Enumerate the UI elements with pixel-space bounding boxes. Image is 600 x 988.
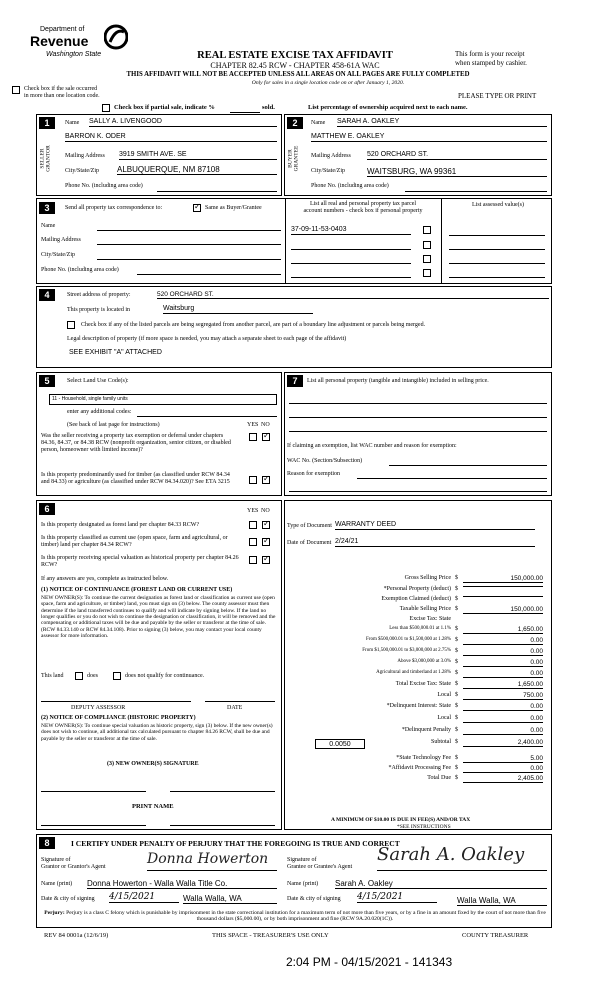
calc-row xyxy=(285,681,551,692)
multi-location-label: Check box if the sale occurred in more than one location code. xyxy=(24,86,100,99)
grantee-name-label: Name (print) xyxy=(287,881,319,887)
logo-swirl-icon xyxy=(104,24,128,50)
s6-question-1: Is this property designated as forest land per chapter 84.33 RCW? xyxy=(41,522,200,528)
calc-row-dollar: $ xyxy=(455,575,458,581)
s6-q2-no-checkbox[interactable] xyxy=(262,538,270,546)
calc-row-label: *Affidavit Processing Fee xyxy=(388,765,451,771)
print-name-label: PRINT NAME xyxy=(132,803,174,810)
logo-dept-text: Department of xyxy=(40,26,85,33)
calc-row-label: Total Excise Tax: State xyxy=(395,681,451,687)
grantee-sig-label: Signature of Grantee or Grantee's Agent xyxy=(287,857,353,870)
print-name-line-2[interactable] xyxy=(170,825,275,826)
assessed-line-4[interactable] xyxy=(449,277,545,278)
reason-label: Reason for exemption xyxy=(287,471,340,477)
deputy-date-line[interactable] xyxy=(205,701,275,702)
grantor-city-value[interactable]: Walla Walla, WA xyxy=(183,894,277,904)
treasurer-space: THIS SPACE - TREASURER'S USE ONLY xyxy=(212,932,329,939)
s3-name-line[interactable] xyxy=(97,230,281,231)
parcel-2-checkbox[interactable] xyxy=(423,241,431,249)
calc-row xyxy=(285,775,551,785)
see-instructions: *SEE INSTRUCTIONS xyxy=(397,824,451,830)
calc-row-label: Local xyxy=(437,692,451,698)
same-as-buyer-checkbox[interactable] xyxy=(193,204,201,212)
section-8-number: 8 xyxy=(39,837,55,849)
calc-row-dollar: $ xyxy=(455,659,458,665)
parcel-line-2[interactable] xyxy=(291,249,411,250)
s5-q1-yes-checkbox[interactable] xyxy=(249,433,257,441)
calc-row-dollar: $ xyxy=(455,626,458,632)
calc-row xyxy=(285,626,551,637)
section-4-box xyxy=(36,286,552,368)
calc-row xyxy=(285,755,551,765)
s5-q2-yes-checkbox[interactable] xyxy=(249,476,257,484)
parcel-divider xyxy=(285,198,286,284)
section-5-number: 5 xyxy=(39,375,55,387)
segregated-label: Check box if any of the listed parcels are being segregated from another parcel, are part of a boundary line adjustment or parcels being merged. xyxy=(81,322,426,328)
form-chapter: CHAPTER 82.45 RCW - CHAPTER 458-61A WAC xyxy=(210,61,380,70)
s6-q2-yes-checkbox[interactable] xyxy=(249,538,257,546)
parcel-3-checkbox[interactable] xyxy=(423,255,431,263)
calc-row-dollar: $ xyxy=(455,586,458,592)
s3-city-label: City/State/Zip xyxy=(41,252,75,258)
notice-2-text: NEW OWNER(S): To continue special valuation as historic property, sign (3) below. If the new owner(s) does not wish to continue, all additional tax calculated pursuant to chapter 84.26 RCW, shall be due and payable by the seller or transferor at the time of sale. xyxy=(41,723,273,742)
s6-q3-yes-checkbox[interactable] xyxy=(249,556,257,564)
parcel-4-checkbox[interactable] xyxy=(423,269,431,277)
s3-phone-label: Phone No. (including area code) xyxy=(41,267,119,273)
buyer-city[interactable]: WAITSBURG, WA 99361 xyxy=(367,167,547,177)
s3-mail-label: Mailing Address xyxy=(41,237,81,243)
calc-row-value[interactable]: 0.00 xyxy=(463,703,543,711)
calc-row-label: Taxable Selling Price xyxy=(399,606,451,612)
notice-2-title: (2) NOTICE OF COMPLIANCE (HISTORIC PROPERTY) xyxy=(41,715,196,721)
calc-row-dollar: $ xyxy=(455,765,458,771)
s1-city-label: City/State/Zip xyxy=(65,168,99,174)
form-revision: REV 84 0001a (12/6/19) xyxy=(44,932,109,939)
s6-q1-yes-checkbox[interactable] xyxy=(249,521,257,529)
local-rate-box[interactable]: 0.0050 xyxy=(315,739,365,749)
section-8-box xyxy=(36,834,552,928)
calc-row-value[interactable]: 0.00 xyxy=(463,659,543,667)
logo-state-text: Washington State xyxy=(46,51,102,58)
calc-row-dollar: $ xyxy=(455,681,458,687)
grantee-city-value[interactable]: Walla Walla, WA xyxy=(457,896,547,906)
assessed-divider xyxy=(441,198,442,284)
calc-row-label: *State Technology Fee xyxy=(396,755,451,761)
new-owner-sig-line-2[interactable] xyxy=(170,791,275,792)
s2-phone-label: Phone No. (including area code) xyxy=(311,183,389,189)
grantee-date-value[interactable]: 4/15/2021 xyxy=(357,892,437,903)
calc-row-label: Local xyxy=(437,715,451,721)
street-address-value[interactable]: 520 ORCHARD ST. xyxy=(157,291,549,299)
calc-row-value[interactable] xyxy=(463,596,543,597)
pp-line-1[interactable] xyxy=(289,403,547,404)
calc-row-label: Excise Tax: State xyxy=(409,616,451,622)
recording-stamp: 2:04 PM - 04/15/2021 - 141343 xyxy=(286,955,453,969)
assessed-line-2[interactable] xyxy=(449,249,545,250)
seller-name-2[interactable]: BARRON K. ODER xyxy=(65,133,277,142)
calc-row-dollar: $ xyxy=(455,606,458,612)
perjury-text xyxy=(43,910,547,923)
county-treasurer: COUNTY TREASURER xyxy=(462,932,529,939)
section-2-box xyxy=(284,114,552,196)
calc-row-label: Above $3,000,000 at 3.0% xyxy=(397,659,451,664)
section-5-box xyxy=(36,372,282,496)
reason-line-2[interactable] xyxy=(289,491,547,492)
wac-line[interactable] xyxy=(389,465,547,466)
doc-type-value[interactable]: WARRANTY DEED xyxy=(335,521,535,530)
pp-line-2[interactable] xyxy=(289,417,547,418)
calc-row-value[interactable]: 750.00 xyxy=(463,692,543,700)
grantee-signature[interactable]: Sarah A. Oakley xyxy=(377,845,547,871)
same-as-buyer-label: Same as Buyer/Grantee xyxy=(205,205,262,211)
notice-3-title: (3) NEW OWNER(S) SIGNATURE xyxy=(107,761,199,767)
new-owner-sig-line-1[interactable] xyxy=(41,791,146,792)
s6-yes-header: YES xyxy=(247,508,259,514)
s6-question-2: Is this property classified as current use (open space, farm and agricultural, or timber) land per chapter 84.34 RCW? xyxy=(41,535,228,548)
located-in-label: This property is located in xyxy=(67,307,130,313)
section-7-box xyxy=(284,372,552,496)
calc-row-dollar: $ xyxy=(455,715,458,721)
wac-label: WAC No. (Section/Subsection) xyxy=(287,458,363,464)
buyer-address[interactable]: 520 ORCHARD ST. xyxy=(367,151,547,160)
legal-description-label: Legal description of property (if more space is needed, you may attach a separate sheet to each page of the affidavit) xyxy=(67,336,347,342)
calc-row xyxy=(285,703,551,715)
partial-sale-line[interactable] xyxy=(230,112,260,113)
calc-row xyxy=(285,606,551,616)
s3-mail-line[interactable] xyxy=(97,244,281,245)
calc-row-label: Exemption Claimed (deduct) xyxy=(381,596,451,602)
doc-date-value[interactable]: 2/24/21 xyxy=(335,538,535,547)
assessed-line-3[interactable] xyxy=(449,263,545,264)
print-name-line-1[interactable] xyxy=(41,825,146,826)
calc-row xyxy=(285,596,551,606)
notice-1-title: (1) NOTICE OF CONTINUANCE (FOREST LAND OR CURRENT USE) xyxy=(41,587,233,593)
deputy-date-label: DATE xyxy=(227,705,243,711)
calc-row-dollar: $ xyxy=(455,692,458,698)
calc-row xyxy=(285,670,551,681)
s6-q1-no-checkbox[interactable] xyxy=(262,521,270,529)
s2-address-label: Mailing Address xyxy=(311,153,351,159)
calc-row-value[interactable]: 0.00 xyxy=(463,727,543,735)
s5-question-2: Is this property predominantly used for timber (as classified under RCW 84.34 and 84.33) or agriculture (as classified under RCW 84.34.020)? See ETA 3215 xyxy=(41,472,230,485)
s6-question-3: Is this property receiving special valuation as historical property per chapter 84.26 RCW? xyxy=(41,555,239,568)
legal-description-value[interactable]: SEE EXHIBIT "A" ATTACHED xyxy=(69,349,162,356)
calc-row-value[interactable]: 0.00 xyxy=(463,648,543,656)
calc-row-label: *Delinquent Penalty xyxy=(401,727,451,733)
certify-statement: I CERTIFY UNDER PENALTY OF PERJURY THAT THE FOREGOING IS TRUE AND CORRECT xyxy=(71,839,400,848)
calc-row-value[interactable]: 1,650.00 xyxy=(463,626,543,634)
calculation-box xyxy=(284,500,552,830)
minimum-note: A MINIMUM OF $10.00 IS DUE IN FEE(S) AND/OR TAX xyxy=(331,817,471,823)
section-6-number: 6 xyxy=(39,503,55,515)
doc-date-label: Date of Document xyxy=(287,540,332,546)
s2-name-label: Name xyxy=(311,120,326,126)
personal-property-label: List all personal property (tangible and intangible) included in selling price. xyxy=(307,378,489,384)
perjury-label: Perjury: xyxy=(44,910,65,916)
section-3-box xyxy=(36,198,552,284)
multi-location-checkbox[interactable] xyxy=(12,86,20,94)
calc-row-label: From $500,000.01 to $1,500,000 at 1.28% xyxy=(366,637,451,642)
calc-row-value[interactable]: 0.00 xyxy=(463,637,543,645)
pp-line-3[interactable] xyxy=(289,431,547,432)
grantor-date-label: Date & city of signing xyxy=(41,896,95,902)
s6-no-header: NO xyxy=(261,508,270,514)
calc-row-dollar: $ xyxy=(455,703,458,709)
calc-row xyxy=(285,575,551,586)
calc-row xyxy=(285,616,551,626)
additional-codes-line[interactable] xyxy=(137,416,277,417)
s5-q1-no-checkbox[interactable] xyxy=(262,433,270,441)
grantor-sig-label: Signature of Grantor or Grantor's Agent xyxy=(41,857,106,870)
logo-revenue-text: Revenue xyxy=(30,33,89,49)
s1-name-label: Name xyxy=(65,120,80,126)
type-print-note: PLEASE TYPE OR PRINT xyxy=(458,92,537,100)
calc-row-value[interactable]: 1,650.00 xyxy=(463,681,543,689)
calc-row-label: From $1,500,000.01 to $3,000,000 at 2.75% xyxy=(362,648,451,653)
grantee-name-value[interactable]: Sarah A. Oakley xyxy=(335,879,547,889)
deputy-line[interactable] xyxy=(41,701,191,702)
s3-phone-line[interactable] xyxy=(137,274,281,275)
parcel-header: List all real and personal property tax parcel account numbers - check box if personal property xyxy=(303,201,423,214)
calc-row xyxy=(285,727,551,739)
s1-phone-label: Phone No. (including area code) xyxy=(65,183,143,189)
sold-label: sold. xyxy=(262,104,275,111)
s3-name-label: Name xyxy=(41,223,56,229)
calc-row-dollar: $ xyxy=(455,596,458,602)
see-back-label: (See back of last page for instructions) xyxy=(67,422,160,428)
calc-row-value[interactable] xyxy=(463,586,543,587)
parcel-line-4[interactable] xyxy=(291,277,411,278)
calc-row-label: *Delinquent Interest: State xyxy=(386,703,451,709)
does-not-checkbox[interactable] xyxy=(113,672,121,680)
s5-question-1: Was the seller receiving a property tax exemption or deferral under chapters 84.36, 84.37, or 84.38 RCW (nonprofit organization, senior citizen, or disabled person, homeowner with limited income)? xyxy=(41,433,231,453)
grantee-date-label: Date & city of signing xyxy=(287,896,341,902)
send-correspondence-label: Send all property tax correspondence to: xyxy=(65,205,163,211)
calc-row-label: Less than $500,000.01 at 1.1% xyxy=(389,626,451,631)
section-3-number: 3 xyxy=(39,202,55,214)
calc-row-value[interactable]: 150,000.00 xyxy=(463,606,543,614)
seller-city[interactable]: ALBUQUERQUE, NM 87108 xyxy=(117,165,277,175)
land-use-select[interactable]: 11 - Household, single family units xyxy=(49,394,277,405)
parcel-1-checkbox[interactable] xyxy=(423,226,431,234)
buyer-name-1[interactable]: SARAH A. OAKLEY xyxy=(337,118,547,127)
section-1-number: 1 xyxy=(39,117,55,129)
s6-q3-no-checkbox[interactable] xyxy=(262,556,270,564)
calc-row-value[interactable]: 0.00 xyxy=(463,670,543,678)
does-checkbox[interactable] xyxy=(75,672,83,680)
located-in-value[interactable]: Waitsburg xyxy=(163,305,313,314)
grantor-name-label: Name (print) xyxy=(41,881,73,887)
does-not-label: does not qualify for continuance. xyxy=(125,673,205,679)
seller-name-1[interactable]: SALLY A. LIVENGOOD xyxy=(89,118,277,127)
buyer-grantee-label: BUYER GRANTEE xyxy=(287,145,299,172)
s1-address-label: Mailing Address xyxy=(65,153,105,159)
section-7-number: 7 xyxy=(287,375,303,387)
sales-note: Only for sales in a single location code on or after January 1, 2020. xyxy=(251,80,405,86)
calc-row-dollar: $ xyxy=(455,648,458,654)
calc-row xyxy=(285,659,551,670)
calc-row-value[interactable]: 150,000.00 xyxy=(463,575,543,583)
grantor-signature[interactable]: Donna Howerton xyxy=(147,851,277,871)
if-yes-label: If any answers are yes, complete as instructed below. xyxy=(41,576,169,582)
s5-q2-no-checkbox[interactable] xyxy=(262,476,270,484)
doc-type-label: Type of Document xyxy=(287,523,332,529)
calc-row-dollar: $ xyxy=(455,775,458,781)
this-land-label: This land xyxy=(41,673,64,679)
calc-row xyxy=(285,692,551,703)
seller-grantor-label: SELLER GRANTOR xyxy=(39,145,51,172)
calc-row-value[interactable]: 0.00 xyxy=(463,715,543,723)
revenue-logo xyxy=(22,18,134,68)
street-address-label: Street address of property: xyxy=(67,292,131,298)
buyer-phone-line[interactable] xyxy=(405,191,547,192)
section-4-number: 4 xyxy=(39,289,55,301)
warning-text: THIS AFFIDAVIT WILL NOT BE ACCEPTED UNLESS ALL AREAS ON ALL PAGES ARE FULLY COMPLETED xyxy=(126,71,470,78)
seller-phone-line[interactable] xyxy=(157,191,277,192)
calc-row-label: *Personal Property (deduct) xyxy=(383,586,451,592)
section-1-box xyxy=(36,114,282,196)
calc-row xyxy=(285,648,551,659)
partial-sale-checkbox[interactable] xyxy=(102,104,110,112)
calc-row-dollar: $ xyxy=(455,739,458,745)
calc-row-dollar: $ xyxy=(455,670,458,676)
s2-city-label: City/State/Zip xyxy=(311,168,345,174)
parcel-number-1[interactable]: 37-09-11-53-0403 xyxy=(291,226,411,235)
grantor-name-value[interactable]: Donna Howerton - Walla Walla Title Co. xyxy=(87,879,277,889)
assessed-line-1[interactable] xyxy=(449,235,545,236)
seller-address[interactable]: 3919 SMITH AVE. SE xyxy=(119,151,277,160)
calc-row-value[interactable]: 2,400.00 xyxy=(463,739,543,747)
calc-row-value[interactable]: 2,405.00 xyxy=(463,775,543,783)
section-2-number: 2 xyxy=(287,117,303,129)
calc-row-value[interactable]: 5.00 xyxy=(463,755,543,763)
calc-row xyxy=(285,637,551,648)
calc-row-label: Subtotal xyxy=(430,739,451,745)
s3-city-line[interactable] xyxy=(97,259,281,260)
buyer-name-2[interactable]: MATTHEW E. OAKLEY xyxy=(311,133,547,142)
receipt-note: This form is your receipt when stamped by cashier. xyxy=(455,50,527,67)
segregated-checkbox[interactable] xyxy=(67,321,75,329)
parcel-line-3[interactable] xyxy=(291,263,411,264)
grantor-date-value[interactable]: 4/15/2021 xyxy=(109,892,179,903)
section-6-box xyxy=(36,500,282,830)
assessed-header: List assessed value(s) xyxy=(472,202,524,208)
calc-row-label: Total Due xyxy=(427,775,451,781)
reason-line[interactable] xyxy=(357,478,547,479)
calc-row-label: Agricultural and timberland at 1.28% xyxy=(376,670,451,675)
notice-1-text: NEW OWNER(S): To continue the current designation as forest land or classification as current use (open space, farm and agriculture, or timber) land, you must sign on (3) below. The county assessor must then determine if the land transferred continues to qualify and will indicate by signing below. If the land no longer qualifies or you do not wish to continue the designation or classification, it will be removed and the compensating or additional taxes will be due and payable by the seller or transferor at the time of sale. (RCW 84.33.140 or RCW 84.34.108). Prior to signing (3) below, you may contact your local county assessor for more information. xyxy=(41,595,276,639)
calc-row-value[interactable]: 0.00 xyxy=(463,765,543,773)
calc-row-dollar: $ xyxy=(455,727,458,733)
land-use-label: Select Land Use Code(s): xyxy=(67,378,129,384)
calc-row xyxy=(285,715,551,727)
does-label: does xyxy=(87,673,98,679)
claim-exemption-label: If claiming an exemption, list WAC number and reason for exemption: xyxy=(287,443,457,449)
calc-row-dollar: $ xyxy=(455,755,458,761)
calc-row-label: Gross Selling Price xyxy=(404,575,451,581)
calc-row xyxy=(285,586,551,596)
s5-yes-header: YES xyxy=(247,422,259,428)
calc-row xyxy=(285,765,551,775)
s5-no-header: NO xyxy=(261,422,270,428)
partial-sale-label: Check box if partial sale, indicate % xyxy=(114,104,215,111)
form-title: REAL ESTATE EXCISE TAX AFFIDAVIT xyxy=(197,50,393,61)
perjury-statement: Perjury is a class C felony which is punishable by imprisonment in the state correctional institution for a maximum term of not more than five years, or by a fine in an amount fixed by the court of not more than five thousand dollars ($5,000.00), or by both imprisonment and fine (RCW 9A.20.020(1C)). xyxy=(66,910,546,923)
ownership-note: List percentage of ownership acquired next to each name. xyxy=(308,104,468,111)
calc-row-dollar: $ xyxy=(455,637,458,643)
additional-codes-label: enter any additional codes: xyxy=(67,409,132,415)
deputy-label: DEPUTY ASSESSOR xyxy=(71,705,126,711)
